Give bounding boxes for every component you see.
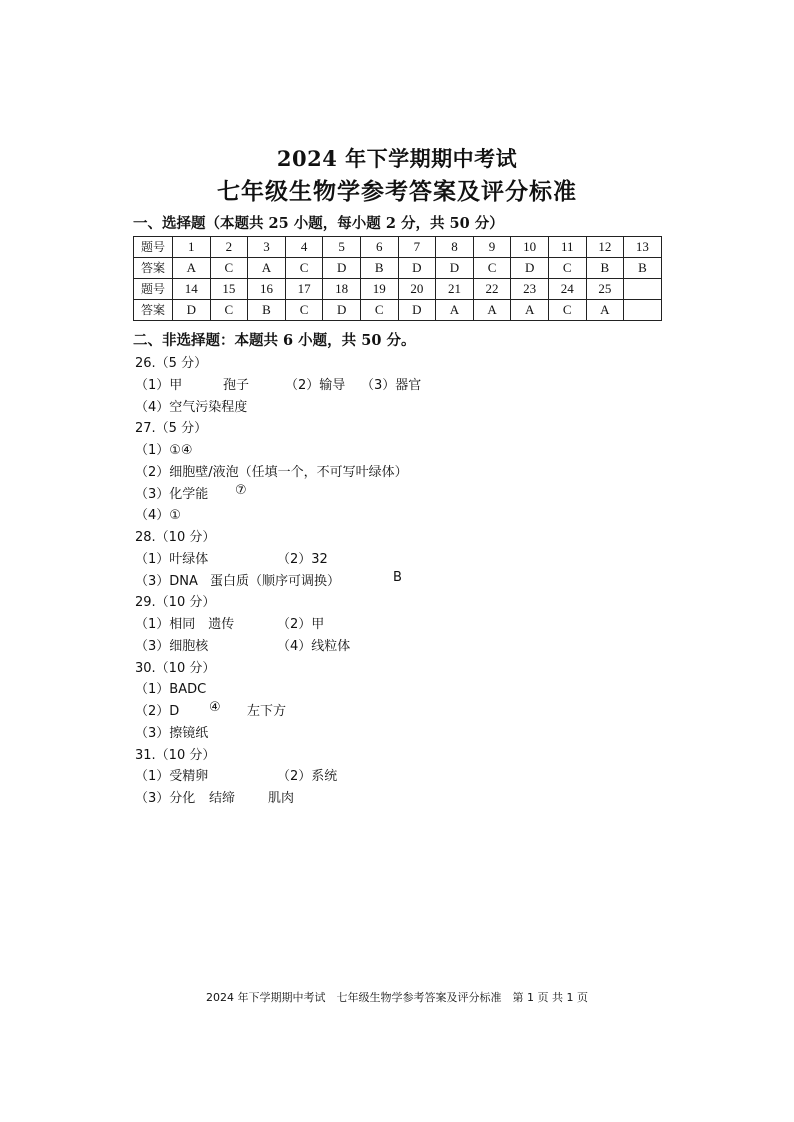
question-number-cell: 19 — [360, 279, 398, 300]
answer-text: （3）擦镜纸 — [135, 725, 209, 741]
question-number-cell: 25 — [586, 279, 624, 300]
answer-cell: D — [436, 258, 474, 279]
answer-text: （2）32 — [277, 551, 328, 567]
answer-text: 28.（10 分） — [135, 530, 216, 545]
question-number-cell: 17 — [285, 279, 323, 300]
answer-text: 27.（5 分） — [135, 421, 208, 437]
answer-text: ④ — [209, 700, 221, 715]
answer-row — [134, 258, 662, 279]
question-number-cell: 9 — [473, 237, 511, 258]
answer-cell: B — [586, 258, 624, 279]
answer-text: （3）细胞核 — [135, 638, 209, 654]
answer-cell: D — [173, 300, 211, 321]
answer-text: 31.（10 分） — [135, 747, 216, 763]
answer-cell: C — [473, 258, 511, 279]
document-title: 2024 年下学期期中考试 — [276, 146, 518, 171]
answer-text: （2）细胞壁/液泡（任填一个，不可写叶绿体） — [135, 464, 408, 480]
answer-text: （4）线粒体 — [277, 638, 351, 654]
answer-text: （1）相同 遗传 — [135, 617, 235, 632]
question-number-cell: 5 — [323, 237, 361, 258]
answer-text: 26.（5 分） — [135, 356, 208, 371]
question-number-row — [134, 237, 662, 258]
answer-cell: D — [398, 300, 436, 321]
answer-text: （3）器官 — [361, 377, 422, 393]
answer-text: （1）叶绿体 — [135, 551, 209, 567]
answer-text: （2）输导 — [285, 377, 346, 393]
answer-cell: B — [624, 258, 662, 279]
question-number-cell: 3 — [248, 237, 286, 258]
answer-cell: D — [323, 300, 361, 321]
question-number-cell: 10 — [511, 237, 549, 258]
row-header-cell: 题号 — [134, 279, 173, 300]
row-header-cell: 答案 — [134, 300, 173, 321]
answer-text: （1）受精卵 — [135, 769, 209, 785]
answer-cell: C — [360, 300, 398, 321]
question-number-cell: 1 — [173, 237, 211, 258]
answer-cell: C — [548, 258, 586, 279]
answer-text: B — [393, 569, 402, 585]
answer-text: 29.（10 分） — [135, 595, 216, 611]
multiple-choice-answer-table — [133, 236, 662, 321]
question-number-cell: 8 — [436, 237, 474, 258]
answer-cell: C — [285, 300, 323, 321]
question-number-cell: 22 — [473, 279, 511, 300]
question-number-cell: 23 — [511, 279, 549, 300]
question-number-row — [134, 279, 662, 300]
answer-cell: C — [210, 300, 248, 321]
answer-cell: C — [548, 300, 586, 321]
answer-cell: A — [511, 300, 549, 321]
answer-cell — [624, 300, 662, 321]
answer-cell: D — [398, 258, 436, 279]
answer-text: 孢子 — [223, 377, 250, 393]
question-number-cell: 4 — [285, 237, 323, 258]
section-2-heading: 二、非选择题：本题共 6 小题，共 50 分。 — [133, 332, 416, 349]
answer-text: 蛋白质（顺序可调换） — [210, 573, 341, 589]
section-1-heading: 一、选择题（本题共 25 小题，每小题 2 分，共 50 分） — [133, 215, 504, 232]
answer-text: （3）化学能 — [135, 486, 209, 502]
answer-text: （3）DNA — [135, 573, 198, 589]
answer-cell: B — [360, 258, 398, 279]
answer-cell: A — [473, 300, 511, 321]
answer-text: （1）①④ — [135, 443, 193, 458]
question-number-cell: 18 — [323, 279, 361, 300]
question-number-cell: 7 — [398, 237, 436, 258]
answer-text: （1）BADC — [135, 682, 207, 698]
row-header-cell: 题号 — [134, 237, 173, 258]
question-number-cell: 20 — [398, 279, 436, 300]
question-number-cell: 21 — [436, 279, 474, 300]
answer-cell: C — [285, 258, 323, 279]
row-header-cell: 答案 — [134, 258, 173, 279]
document-subtitle: 七年级生物学参考答案及评分标准 — [217, 178, 577, 205]
question-number-cell: 24 — [548, 279, 586, 300]
question-number-cell: 14 — [173, 279, 211, 300]
question-number-cell: 16 — [248, 279, 286, 300]
answer-cell: A — [586, 300, 624, 321]
answer-cell: D — [323, 258, 361, 279]
question-number-cell: 6 — [360, 237, 398, 258]
answer-text: 肌肉 — [268, 791, 295, 806]
answer-cell: D — [511, 258, 549, 279]
answer-row — [134, 300, 662, 321]
answer-text: 结缔 — [209, 791, 236, 806]
answer-cell: A — [248, 258, 286, 279]
answer-cell: C — [210, 258, 248, 279]
question-number-cell: 12 — [586, 237, 624, 258]
answer-text: （1）甲 — [135, 377, 183, 393]
answer-text: （2）D — [135, 704, 180, 719]
answer-cell: B — [248, 300, 286, 321]
answer-cell: A — [436, 300, 474, 321]
answer-text: （3）分化 — [135, 791, 196, 806]
question-number-cell: 15 — [210, 279, 248, 300]
question-number-cell — [624, 279, 662, 300]
answer-text: 30.（10 分） — [135, 660, 216, 676]
answer-cell: A — [173, 258, 211, 279]
answer-text: ⑦ — [235, 482, 247, 498]
page-footer: 2024 年下学期期中考试 七年级生物学参考答案及评分标准 第 1 页 共 1 页 — [206, 991, 588, 1004]
answer-text: （4）空气污染程度 — [135, 399, 248, 415]
answer-text: （2）系统 — [277, 769, 338, 785]
question-number-cell: 13 — [624, 237, 662, 258]
question-number-cell: 11 — [548, 237, 586, 258]
question-number-cell: 2 — [210, 237, 248, 258]
answer-text: （2）甲 — [277, 617, 325, 632]
answer-text: 左下方 — [247, 704, 287, 719]
answer-text: （4）① — [135, 508, 181, 524]
